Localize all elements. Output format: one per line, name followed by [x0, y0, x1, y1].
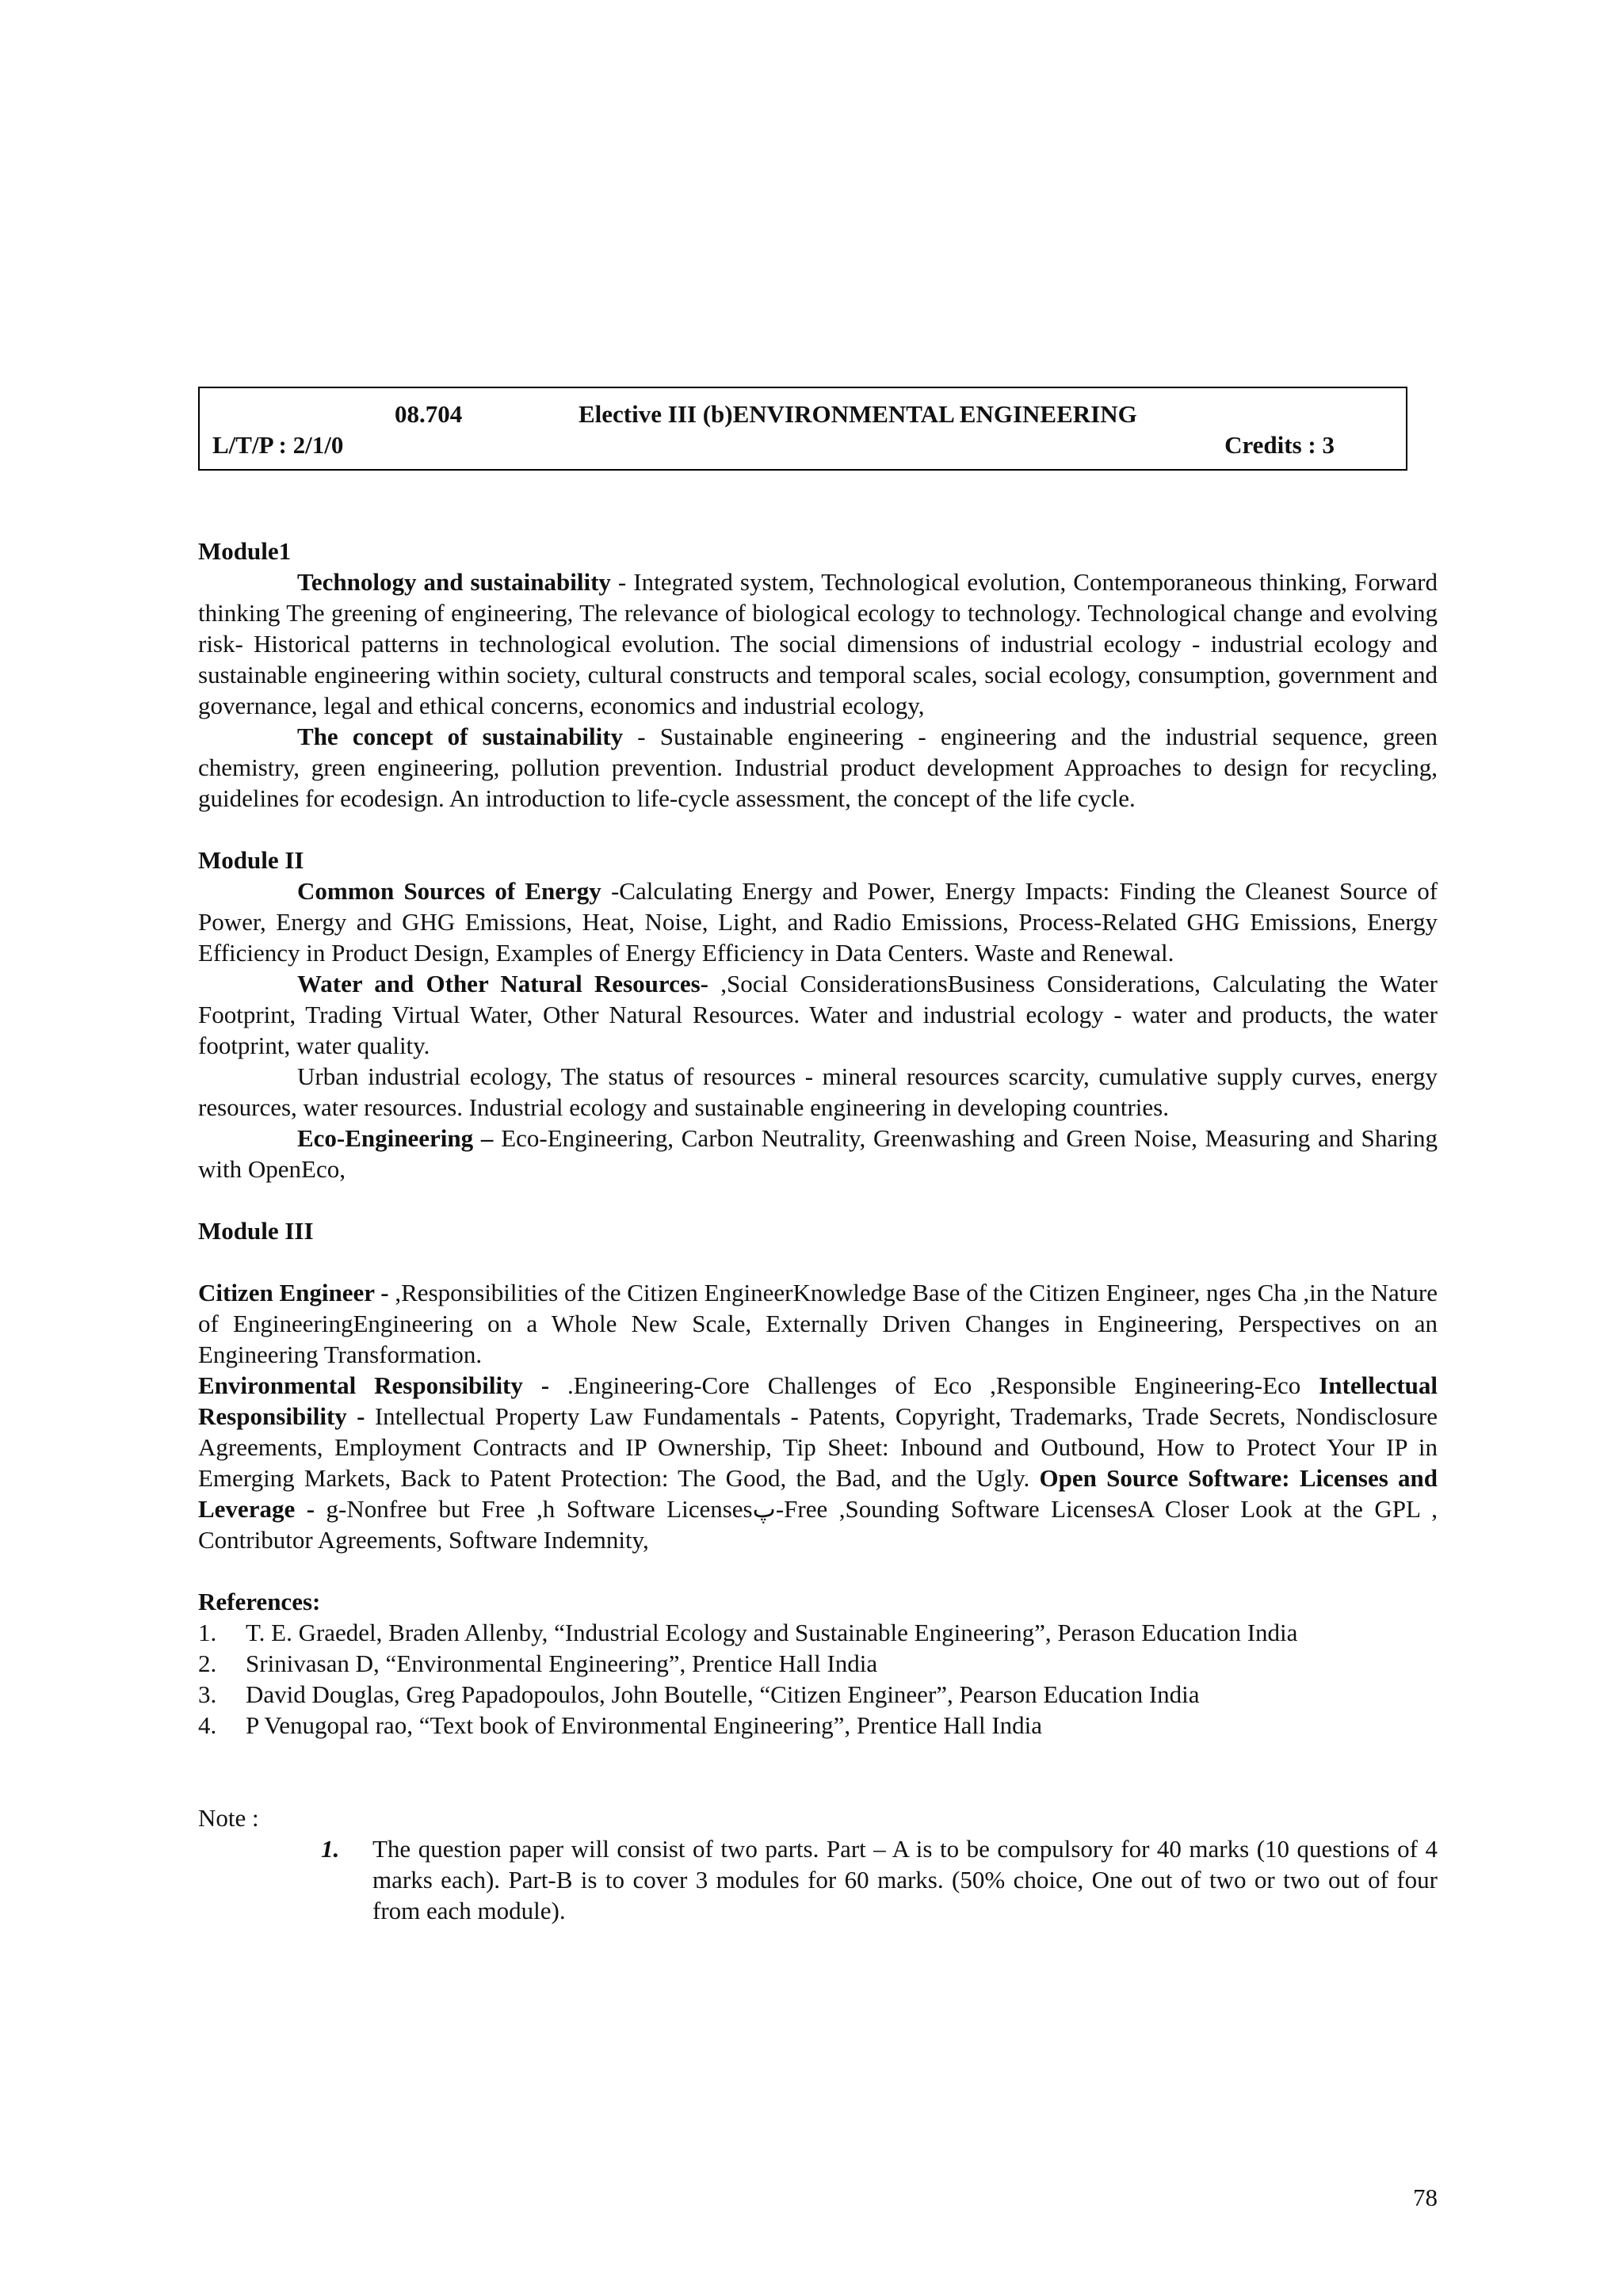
module3-text-2: .Engineering-Core Challenges of Eco ,Responsible Engineering-Eco	[549, 1371, 1319, 1399]
module3-text-3: Intellectual Property Law Fundamentals - Patents, Copyright, Trademarks, Trade Secrets, Nondisclosure Agreements, Employment Contracts and IP Ownership, Tip Sheet: Inbound and Outbound, How to Protect Your IP in Emerging Markets, Back to Patent Protection: The Good, the Bad, and the Ugly.	[198, 1402, 1438, 1492]
module2-topic-1: Common Sources of Energy	[297, 877, 601, 905]
reference-item	[198, 1679, 1438, 1710]
course-code: 08.704	[395, 400, 463, 428]
reference-number: 2.	[198, 1650, 217, 1677]
references-title: References:	[198, 1588, 321, 1615]
module1-title: Module1	[198, 537, 292, 565]
module3-text-4: g-Nonfree but Free ,h Software Licensesپ-Free ,Sounding Software LicensesA Closer Look at the GPL , Contributor Agreements, Software Indemnity,	[198, 1495, 1438, 1554]
module3-text-1: ,Responsibilities of the Citizen EngineerKnowledge Base of the Citizen Engineer, nges Cha ,in the Nature of EngineeringEngineering on a Whole New Scale, Externally Driven Changes in Engineering, Perspectives on an Engineering Transformation.	[198, 1279, 1438, 1368]
reference-item	[198, 1648, 1438, 1679]
module3-topic-3: Intellectual Responsibility -	[198, 1371, 1438, 1430]
module1-paragraph-1	[198, 566, 1438, 721]
note-item-text: The question paper will consist of two parts. Part – A is to be compulsory for 40 marks (10 questions of 4 marks each). Part-B is to cover 3 modules for 60 marks. (50% choice, One out of two or two out of four from each module).	[372, 1835, 1438, 1924]
module3-topic-4: Open Source Software: Licenses and Leverage -	[198, 1464, 1438, 1523]
ltp-label: L/T/P : 2/1/0	[212, 431, 344, 459]
course-header-box	[198, 387, 1407, 471]
module2-paragraph-1	[198, 875, 1438, 968]
module1-topic-2: The concept of sustainability	[297, 723, 624, 750]
module2-text-4: Eco-Engineering, Carbon Neutrality, Greenwashing and Green Noise, Measuring and Sharing with OpenEco,	[198, 1124, 1438, 1183]
module3-topic-1: Citizen Engineer -	[198, 1279, 389, 1306]
module1-topic-1: Technology and sustainability	[297, 568, 611, 596]
module2-paragraph-3: Urban industrial ecology, The status of resources - mineral resources scarcity, cumulative supply curves, energy resources, water resources. Industrial ecology and sustainable engineering in developing countries.	[198, 1062, 1438, 1121]
module2-title: Module II	[198, 846, 304, 874]
reference-number: 3.	[198, 1680, 217, 1708]
reference-item	[198, 1617, 1438, 1648]
module2-text-1: -Calculating Energy and Power, Energy Impacts: Finding the Cleanest Source of Power, Energy and GHG Emissions, Heat, Noise, Light, and Radio Emissions, Process-Related GHG Emissions, Energy Efficiency in Product Design, Examples of Energy Efficiency in Data Centers. Waste and Renewal.	[198, 877, 1438, 967]
module2-text-2: ,Social ConsiderationsBusiness Considerations, Calculating the Water Footprint, Trading Virtual Water, Other Natural Resources. Water and industrial ecology - water and products, the water footprint, water quality.	[198, 970, 1438, 1059]
reference-number: 1.	[198, 1619, 217, 1646]
reference-item	[198, 1710, 1438, 1741]
reference-number: 4.	[198, 1711, 217, 1739]
module3-paragraph-1	[198, 1277, 1438, 1370]
note-item-number: 1.	[321, 1835, 340, 1863]
module2-topic-2: Water and Other Natural Resources-	[297, 970, 708, 997]
reference-text: P Venugopal rao, “Text book of Environmental Engineering”, Prentice Hall India	[246, 1711, 1043, 1739]
module2-paragraph-4	[198, 1123, 1438, 1184]
module3-title: Module III	[198, 1217, 314, 1245]
reference-text: David Douglas, Greg Papadopoulos, John Boutelle, “Citizen Engineer”, Pearson Education India	[246, 1680, 1200, 1708]
module2-paragraph-2	[198, 968, 1438, 1061]
credits-label: Credits : 3	[1224, 431, 1335, 459]
note-label: Note :	[198, 1804, 259, 1832]
reference-text: T. E. Graedel, Braden Allenby, “Industrial Ecology and Sustainable Engineering”, Perason Education India	[246, 1619, 1298, 1646]
module1-text-1: - Integrated system, Technological evolution, Contemporaneous thinking, Forward thinking The greening of engineering, The relevance of biological ecology to technology. Technological change and evolving risk- Historical patterns in technological evolution. The social dimensions of industrial ecology - industrial ecology and sustainable engineering within society, cultural constructs and temporal scales, social ecology, consumption, government and governance, legal and ethical concerns, economics and industrial ecology,	[198, 568, 1438, 719]
course-title: Elective III (b)ENVIRONMENTAL ENGINEERING	[579, 400, 1137, 428]
module3-paragraph-2	[198, 1370, 1438, 1555]
syllabus-content	[198, 536, 1438, 1926]
module1-text-2: - Sustainable engineering - engineering and the industrial sequence, green chemistry, green engineering, pollution prevention. Industrial product development Approaches to design for recycling, guidelines for ecodesign. An introduction to life-cycle assessment, the concept of the life cycle.	[198, 723, 1438, 812]
module2-topic-4: Eco-Engineering –	[297, 1124, 494, 1152]
module1-paragraph-2	[198, 721, 1438, 814]
note-item	[321, 1833, 1438, 1926]
references-list	[198, 1617, 1438, 1741]
module3-topic-2: Environmental Responsibility -	[198, 1371, 550, 1399]
reference-text: Srinivasan D, “Environmental Engineering”, Prentice Hall India	[246, 1650, 878, 1677]
page-number: 78	[1413, 2183, 1438, 2211]
